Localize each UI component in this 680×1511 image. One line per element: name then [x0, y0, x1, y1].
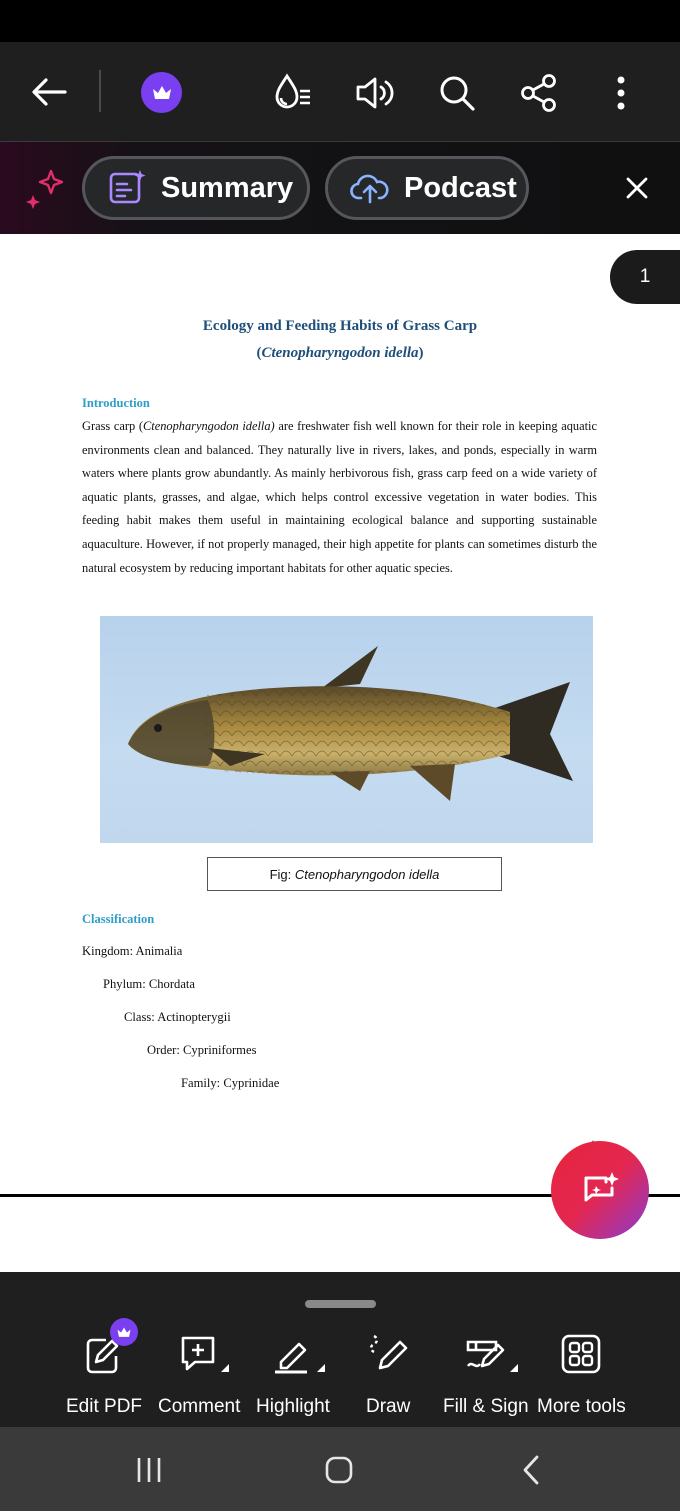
- app-bar-divider: [99, 70, 101, 112]
- intro-species-name: Ctenopharyngodon idella): [142, 419, 275, 433]
- kingdom-line: Kingdom: Animalia: [82, 944, 183, 958]
- pdf-document-view[interactable]: [0, 234, 680, 1272]
- draw-icon: [366, 1332, 410, 1376]
- grass-carp-image: [100, 616, 593, 843]
- subtitle-open-paren: (: [256, 345, 262, 361]
- tool-label-edit-pdf: Edit PDF: [66, 1396, 143, 1417]
- family-line: Family: Cyprinidae: [181, 1076, 280, 1090]
- podcast-label: Podcast: [404, 171, 517, 204]
- app-bar: [0, 42, 680, 142]
- system-nav-bar: [0, 1427, 680, 1511]
- page-number-text: 1: [639, 266, 651, 287]
- podcast-upload-icon: [350, 168, 390, 208]
- tool-label-more-tools: More tools: [537, 1396, 626, 1417]
- tool-edit-pdf[interactable]: [66, 1332, 142, 1418]
- read-aloud-icon[interactable]: [352, 70, 398, 116]
- summary-button[interactable]: [82, 156, 310, 220]
- subtitle-close-paren: ): [418, 345, 424, 361]
- share-icon[interactable]: [516, 70, 562, 116]
- bottom-toolbar: [0, 1272, 680, 1427]
- more-options-icon[interactable]: [598, 70, 644, 116]
- status-bar: [0, 0, 680, 42]
- recent-apps-icon[interactable]: [126, 1447, 172, 1493]
- tool-draw[interactable]: [366, 1332, 410, 1418]
- caption-species-name: Ctenopharyngodon idella: [294, 866, 440, 882]
- edit-pdf-icon: [82, 1332, 126, 1376]
- document-subtitle: [0, 345, 680, 362]
- back-arrow-icon[interactable]: [26, 69, 72, 115]
- classification-heading: Classification: [82, 912, 155, 926]
- tool-comment[interactable]: [158, 1332, 240, 1418]
- search-icon[interactable]: [434, 70, 480, 116]
- system-back-icon[interactable]: [508, 1447, 554, 1493]
- summary-label: Summary: [161, 171, 294, 204]
- tool-more-tools[interactable]: [537, 1332, 626, 1418]
- document-title: Ecology and Feeding Habits of Grass Carp: [202, 318, 478, 334]
- comment-icon: [177, 1332, 221, 1376]
- drag-handle[interactable]: [305, 1300, 376, 1308]
- liquid-mode-icon[interactable]: [270, 70, 316, 116]
- phylum-line: Phylum: Chordata: [103, 977, 195, 991]
- class-line: Class: Actinopterygii: [124, 1010, 231, 1024]
- ai-assistant-fab[interactable]: [551, 1141, 649, 1239]
- subtitle-species-name: Ctenopharyngodon idella: [261, 345, 419, 361]
- highlight-icon: [271, 1332, 315, 1376]
- ai-assistant-bar: [0, 142, 680, 234]
- introduction-paragraph: [82, 415, 597, 580]
- tool-label-comment: Comment: [158, 1396, 241, 1417]
- close-icon[interactable]: [614, 165, 660, 211]
- page-number-badge: [610, 250, 680, 304]
- intro-lead-text: Grass carp (: [82, 419, 143, 433]
- tool-label-fill-sign: Fill & Sign: [443, 1396, 529, 1417]
- fill-sign-icon: [464, 1332, 508, 1376]
- crown-icon[interactable]: [141, 72, 182, 113]
- caption-prefix: Fig:: [269, 866, 292, 882]
- tool-highlight[interactable]: [256, 1332, 330, 1418]
- intro-body-text: are freshwater fish well known for their role in keeping aquatic environments clean and balanced. They naturally live in rivers, lakes, and ponds, especially in warm waters where plants grow abundantly. As mainly herbivorous fish, grass carp feed on a wide variety of aquatic plants, grasses, and algae, which helps control excessive vegetation in water bodies. This feeding habit makes them useful in maintaining ecological balance and supporting sustainable aquaculture. However, if not properly managed, their high appetite for plants can sometimes disturb the natural ecosystem by reducing important habitats for other aquatic species.: [82, 419, 597, 575]
- home-icon[interactable]: [316, 1447, 362, 1493]
- introduction-heading: Introduction: [82, 396, 150, 410]
- premium-crown-badge: [110, 1318, 138, 1346]
- more-tools-icon: [559, 1332, 603, 1376]
- summary-icon: [107, 168, 147, 208]
- podcast-button[interactable]: [325, 156, 529, 220]
- tool-label-highlight: Highlight: [256, 1396, 330, 1417]
- order-line: Order: Cypriniformes: [147, 1043, 257, 1057]
- sparkle-icon[interactable]: [22, 166, 68, 212]
- figure-caption: [207, 857, 502, 891]
- tool-label-draw: Draw: [366, 1396, 411, 1417]
- ai-chat-icon: [578, 1168, 622, 1212]
- tool-fill-sign[interactable]: [443, 1332, 529, 1418]
